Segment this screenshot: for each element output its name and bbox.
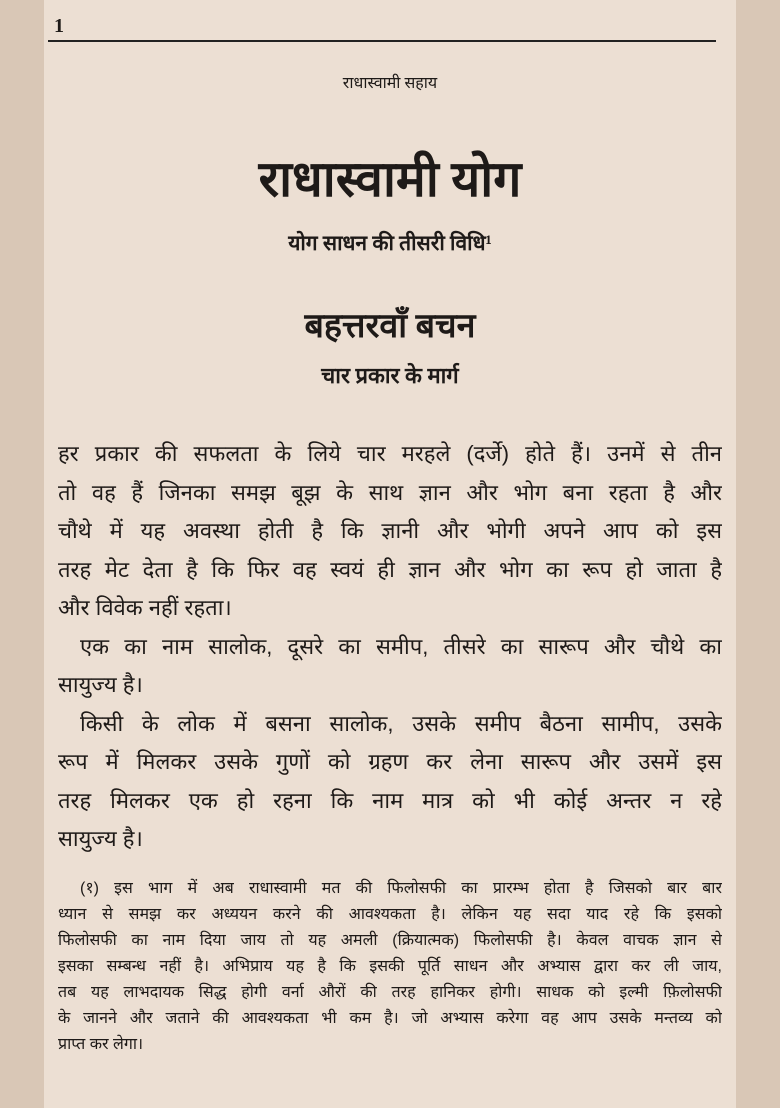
body-line: चौथे में यह अवस्था होती है कि ज्ञानी और भोगी अपने आप को इस (58, 518, 722, 543)
footnote-line: तब यह लाभदायक सिद्ध होगी वर्ना औरों की तरह हानिकर होगी। साधक को इल्मी फ़िलोसफी (58, 984, 722, 1001)
body-line: किसी के लोक में बसना सालोक, उसके समीप बैठना सामीप, उसके (80, 710, 722, 736)
body-text (58, 436, 722, 860)
footnote-line: के जानने और जताने की आवश्यकता भी कम है। जो अभ्यास करेगा वह आप उसके मन्तव्य को (58, 1010, 722, 1027)
footnote (58, 876, 722, 1058)
footnote-line: इसका सम्बन्ध नहीं है। अभिप्राय यह है कि इसकी पूर्ति साधन और अभ्यास द्वारा कर ली जाय, (58, 958, 722, 975)
footnote-line: फिलोसफी का नाम दिया जाय तो यह अमली (क्रियात्मक) फिलोसफी है। केवल वाचक ज्ञान से (58, 932, 722, 949)
chapter-title: बहत्तरवाँ बचन (304, 308, 476, 345)
book-title: राधास्वामी योग (258, 151, 522, 207)
footnote-line: (१) इस भाग में अब राधास्वामी मत की फिलोसफी का प्रारम्भ होता है जिसको बार बार (80, 880, 722, 897)
book-subtitle: योग साधन की तीसरी विधि¹ (288, 231, 492, 255)
body-line: तरह मेट देता है कि फिर वह स्वयं ही ज्ञान और भोग का रूप हो जाता है (58, 556, 722, 582)
chapter-subtitle: चार प्रकार के मार्ग (321, 363, 459, 388)
header-rule (48, 40, 716, 42)
page-number: 1 (54, 15, 64, 37)
body-line: तो वह हैं जिनका समझ बूझ के साथ ज्ञान और भोग बना रहता है और (58, 479, 722, 505)
body-line: और विवेक नहीं रहता। (58, 595, 232, 620)
running-header: राधास्वामी सहाय (342, 75, 438, 92)
body-line: तरह मिलकर एक हो रहना कि नाम मात्र को भी कोई अन्तर न रहे (58, 787, 722, 813)
body-line: सायुज्य है। (58, 826, 143, 851)
footnote-line: ध्यान से समझ कर अध्ययन करने की आवश्यकता है। लेकिन यह सदा याद रहे कि इसको (58, 906, 722, 923)
footnote-line: प्राप्त कर लेगा। (58, 1036, 144, 1053)
body-line: एक का नाम सालोक, दूसरे का समीप, तीसरे का सारूप और चौथे का (80, 633, 722, 659)
book-page (44, 0, 736, 1108)
body-line: सायुज्य है। (58, 672, 143, 697)
body-line: रूप में मिलकर उसके गुणों को ग्रहण कर लेना सारूप और उसमें इस (58, 749, 722, 774)
body-line: हर प्रकार की सफलता के लिये चार मरहले (दर्जे) होते हैं। उनमें से तीन (58, 441, 722, 466)
